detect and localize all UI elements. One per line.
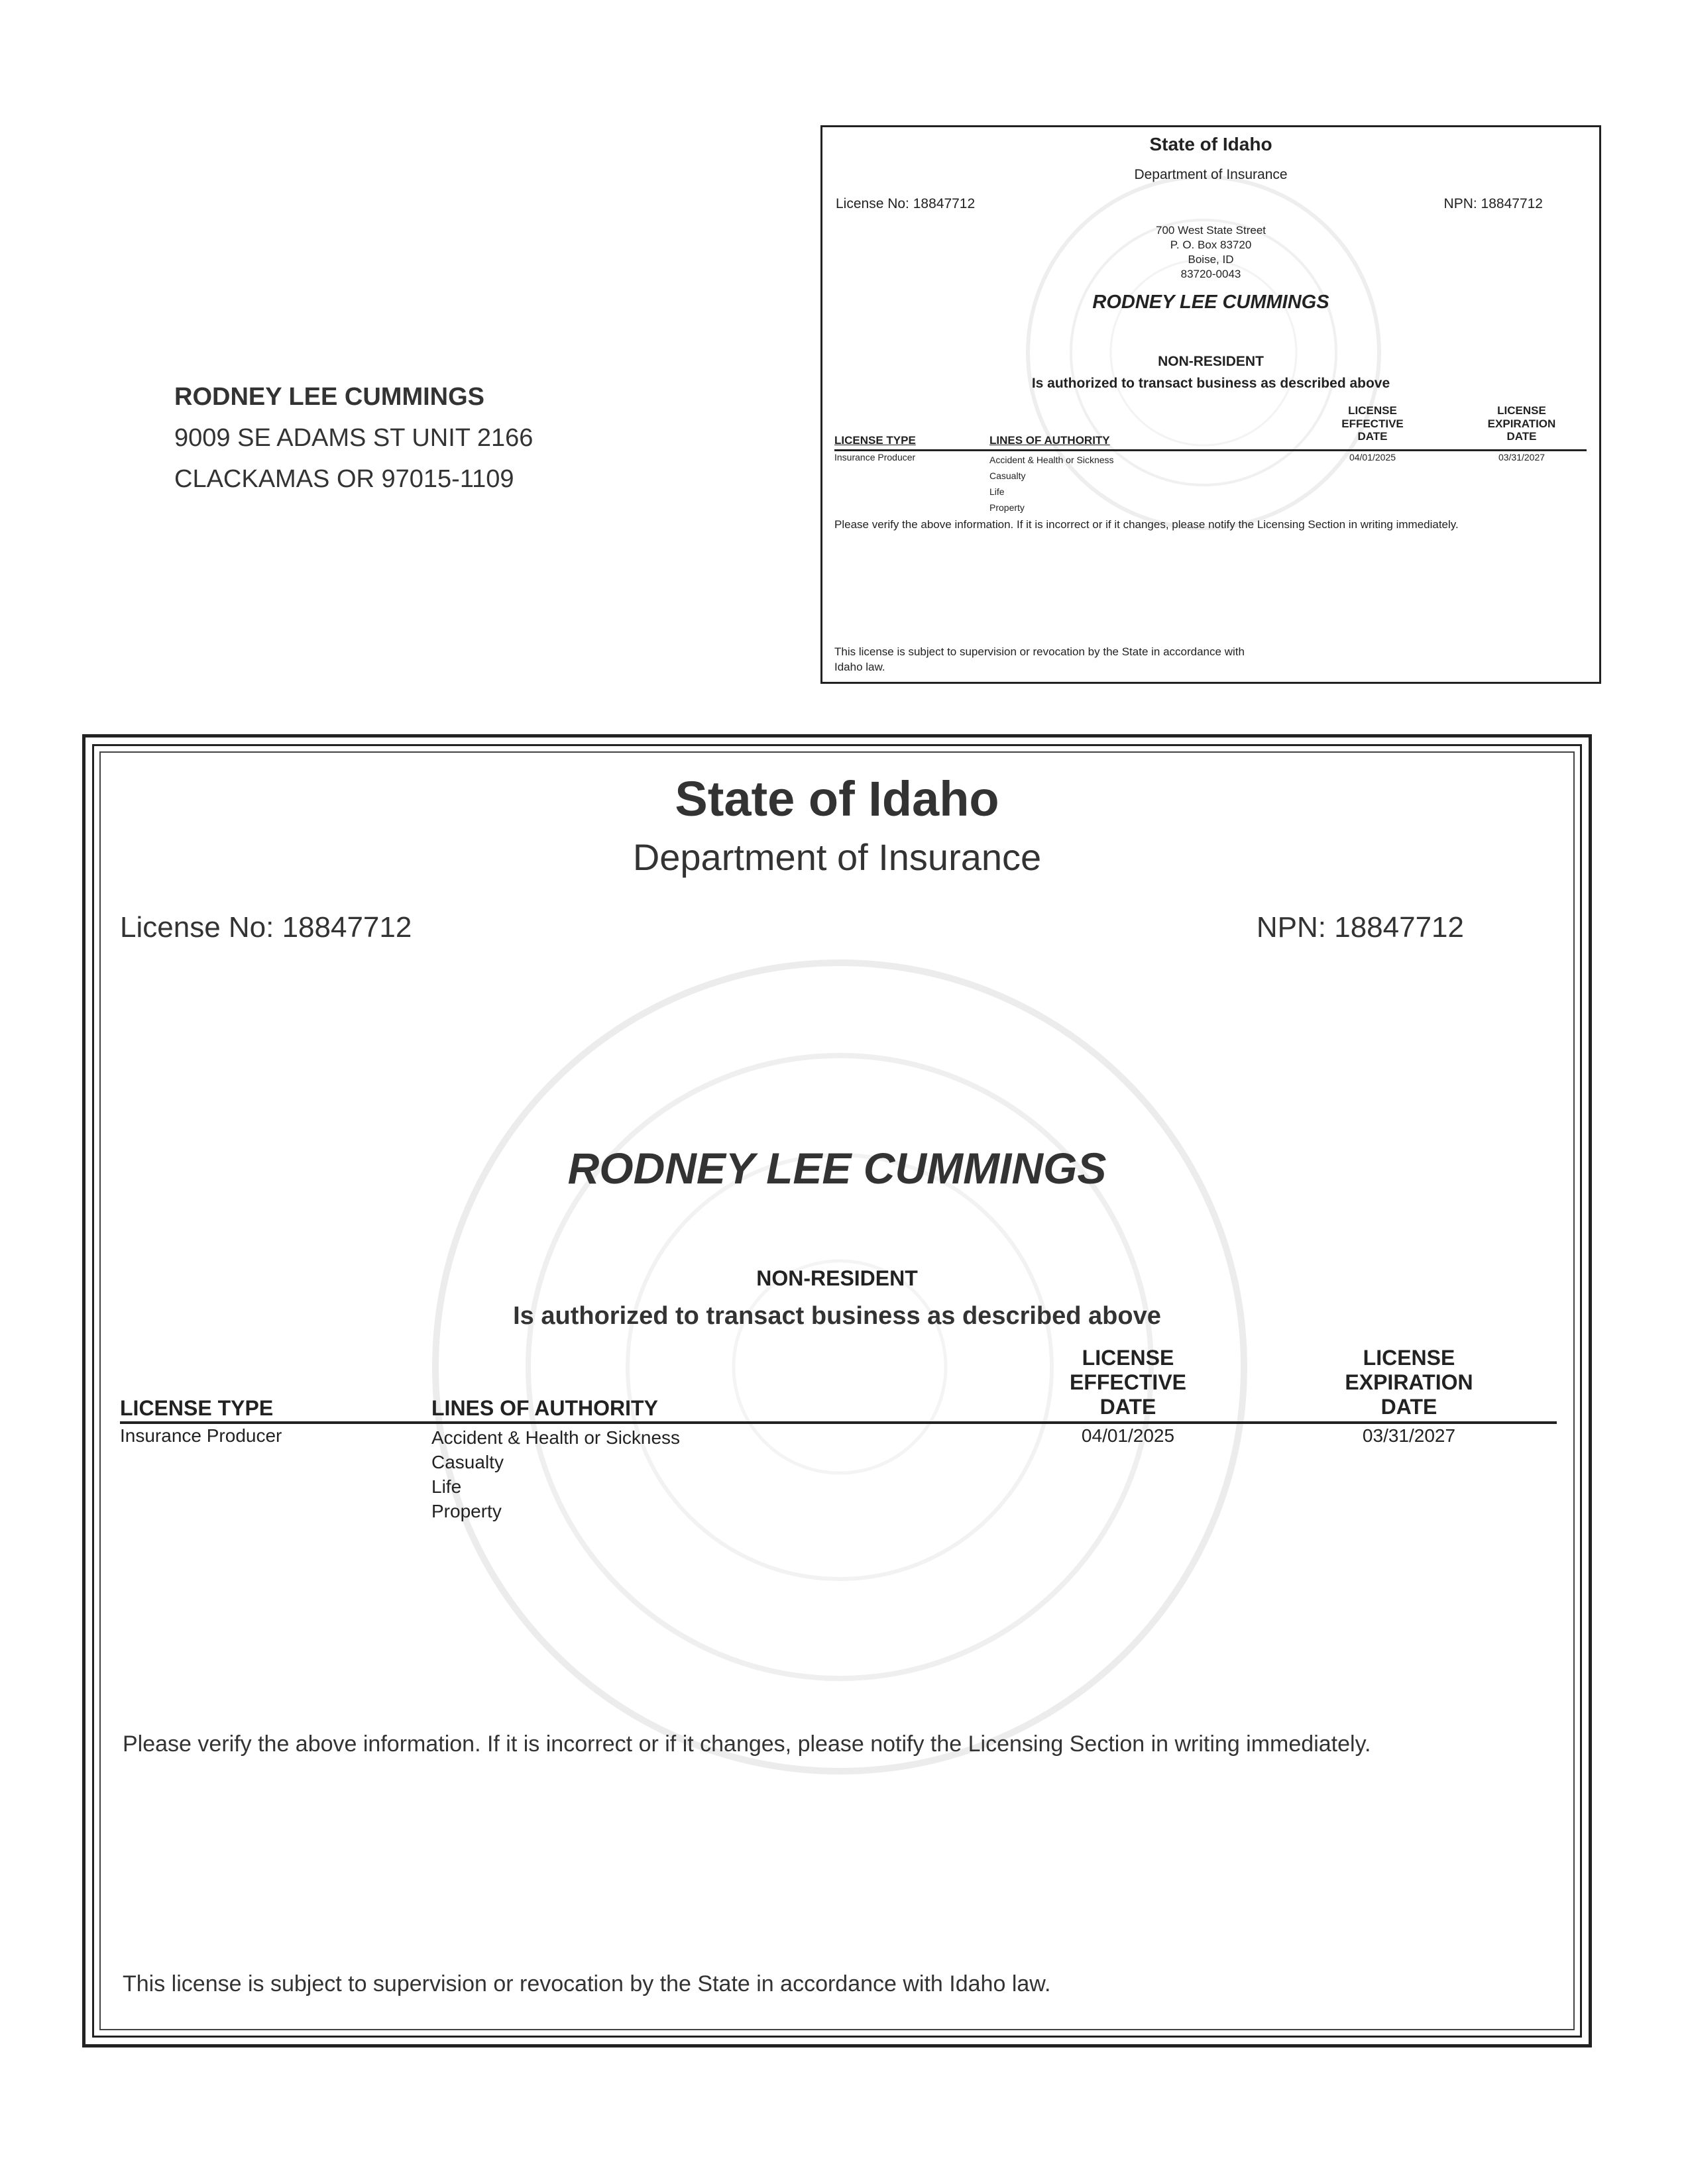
certificate-header-rule [120, 1421, 1557, 1424]
certificate-header-line: LICENSE [1082, 1346, 1174, 1370]
recipient-name: RODNEY LEE CUMMINGS [174, 383, 485, 411]
card-state-title: State of Idaho [1149, 134, 1272, 154]
card-line-of-authority: Accident & Health or Sickness [989, 455, 1114, 465]
card-header-effective-date [1326, 404, 1419, 443]
card-residency: NON-RESIDENT [1158, 354, 1264, 369]
certificate-header-license-type: LICENSE TYPE [120, 1396, 274, 1420]
certificate-line-of-authority: Accident & Health or Sickness [431, 1427, 681, 1448]
certificate-line-of-authority: Property [431, 1501, 502, 1521]
certificate-state-title: State of Idaho [675, 771, 999, 826]
recipient-city: CLACKAMAS OR 97015-1109 [174, 465, 514, 493]
certificate-header-line: LICENSE [1363, 1346, 1455, 1370]
card-department-address [822, 223, 1599, 282]
wallet-card [820, 125, 1601, 684]
card-license-holder: RODNEY LEE CUMMINGS [1092, 292, 1329, 313]
card-header-line: LICENSE [1497, 404, 1546, 417]
certificate-expiration-date: 03/31/2027 [1362, 1425, 1456, 1446]
card-license-type: Insurance Producer [834, 452, 916, 463]
certificate-license-type: Insurance Producer [120, 1425, 282, 1446]
card-expiration-date: 03/31/2027 [1498, 452, 1546, 463]
certificate-header-line: EXPIRATION [1345, 1370, 1473, 1394]
card-address-line: 700 West State Street [1156, 224, 1266, 237]
certificate-department: Department of Insurance [632, 836, 1042, 878]
card-authorization: Is authorized to transact business as described above [1031, 376, 1390, 391]
certificate-line-of-authority: Life [431, 1476, 462, 1497]
card-department: Department of Insurance [1134, 167, 1288, 182]
certificate-authorization: Is authorized to transact business as described above [513, 1302, 1161, 1330]
card-line-of-authority: Property [989, 502, 1025, 513]
certificate-line-of-authority: Casualty [431, 1452, 504, 1472]
certificate-header-lines-of-authority: LINES OF AUTHORITY [431, 1396, 658, 1420]
card-line-of-authority: Casualty [989, 470, 1026, 481]
certificate-supervision-notice: This license is subject to supervision or revocation by the State in accordance with Idaho law. [123, 1971, 1051, 1996]
certificate-license-holder: RODNEY LEE CUMMINGS [567, 1144, 1107, 1193]
card-verify-notice: Please verify the above information. If it is incorrect or if it changes, please notify the Licensing Section in writing immediately. [834, 518, 1459, 531]
card-address-line: 83720-0043 [1180, 268, 1241, 280]
certificate-license-number: License No: 18847712 [120, 911, 412, 944]
card-header-line: DATE [1506, 430, 1537, 443]
recipient-street: 9009 SE ADAMS ST UNIT 2166 [174, 424, 534, 452]
card-header-line: DATE [1357, 430, 1388, 443]
certificate-header-line: DATE [1099, 1394, 1156, 1419]
certificate-npn: NPN: 18847712 [1256, 911, 1464, 944]
license-certificate [82, 734, 1592, 2048]
card-supervision-line: Idaho law. [834, 661, 885, 673]
card-lines-of-authority [989, 452, 1114, 516]
certificate-header-line: EFFECTIVE [1069, 1370, 1186, 1394]
certificate-lines-of-authority [431, 1425, 680, 1523]
card-license-number: License No: 18847712 [836, 196, 976, 211]
card-supervision-notice [834, 644, 1245, 675]
card-header-line: EXPIRATION [1487, 417, 1556, 430]
card-header-rule [834, 449, 1587, 451]
card-header-license-type: LICENSE TYPE [834, 434, 916, 447]
card-header-lines-of-authority: LINES OF AUTHORITY [989, 434, 1110, 447]
card-address-line: Boise, ID [1188, 253, 1234, 266]
certificate-header-expiration-date [1320, 1346, 1498, 1419]
certificate-residency: NON-RESIDENT [756, 1266, 918, 1290]
card-effective-date: 04/01/2025 [1349, 452, 1396, 463]
certificate-header-effective-date [1042, 1346, 1214, 1419]
certificate-verify-notice: Please verify the above information. If it is incorrect or if it changes, please notify the Licensing Section in writing immediately. [123, 1731, 1371, 1757]
card-line-of-authority: Life [989, 486, 1005, 497]
card-supervision-line: This license is subject to supervision or revocation by the State in accordance with [834, 645, 1245, 658]
certificate-header-line: DATE [1380, 1394, 1437, 1419]
card-npn: NPN: 18847712 [1443, 196, 1543, 211]
card-address-line: P. O. Box 83720 [1170, 239, 1252, 251]
card-header-line: EFFECTIVE [1341, 417, 1404, 430]
card-header-expiration-date [1472, 404, 1571, 443]
card-header-line: LICENSE [1348, 404, 1397, 417]
certificate-effective-date: 04/01/2025 [1081, 1425, 1175, 1446]
